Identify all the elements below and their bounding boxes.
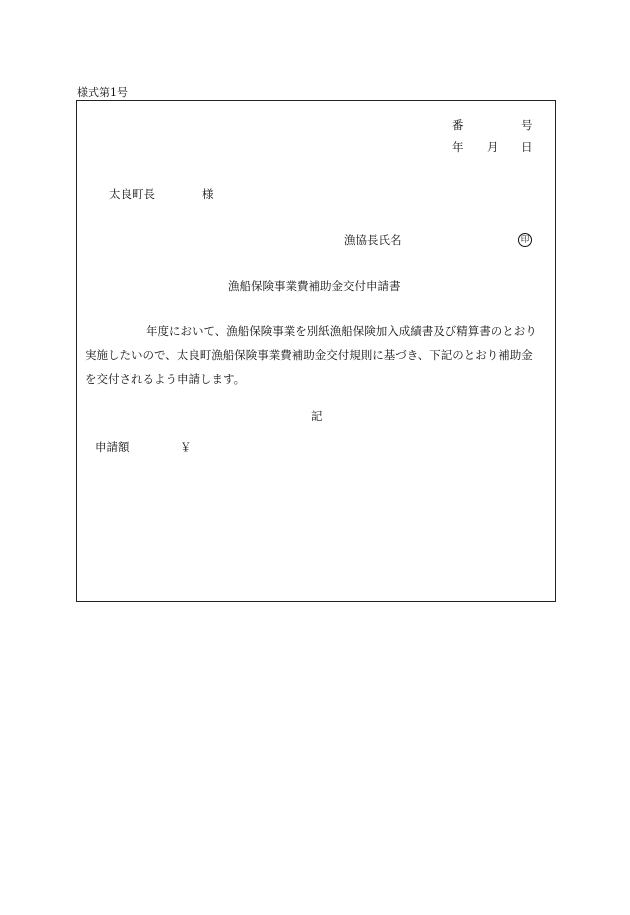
document-number-suffix: 号: [521, 118, 533, 132]
body-text-line: 年度において、漁船保険事業を別紙漁船保険加入成績書及び精算書のとおり: [146, 324, 537, 338]
date-day-label: 日: [521, 140, 533, 154]
application-amount-label: 申請額: [95, 440, 130, 454]
ki-heading: 記: [311, 409, 323, 423]
addressee-honorific: 様: [202, 187, 214, 201]
document-title: 漁船保険事業費補助金交付申請書: [228, 279, 401, 293]
applicant-name-label: 漁協長氏名: [344, 233, 402, 247]
yen-symbol: ￥: [180, 440, 192, 454]
addressee-name: 太良町長: [109, 187, 155, 201]
body-text-line: 実施したいので、太良町漁船保険事業費補助金交付規則に基づき、下記のとおり補助金: [85, 348, 533, 362]
seal-icon: 印: [518, 233, 532, 247]
body-text-line: を交付されるよう申請します。: [85, 372, 246, 386]
date-year-label: 年: [452, 140, 464, 154]
date-month-label: 月: [487, 140, 499, 154]
document-number-label: 番: [452, 118, 464, 132]
form-number: 様式第1号: [77, 86, 128, 99]
